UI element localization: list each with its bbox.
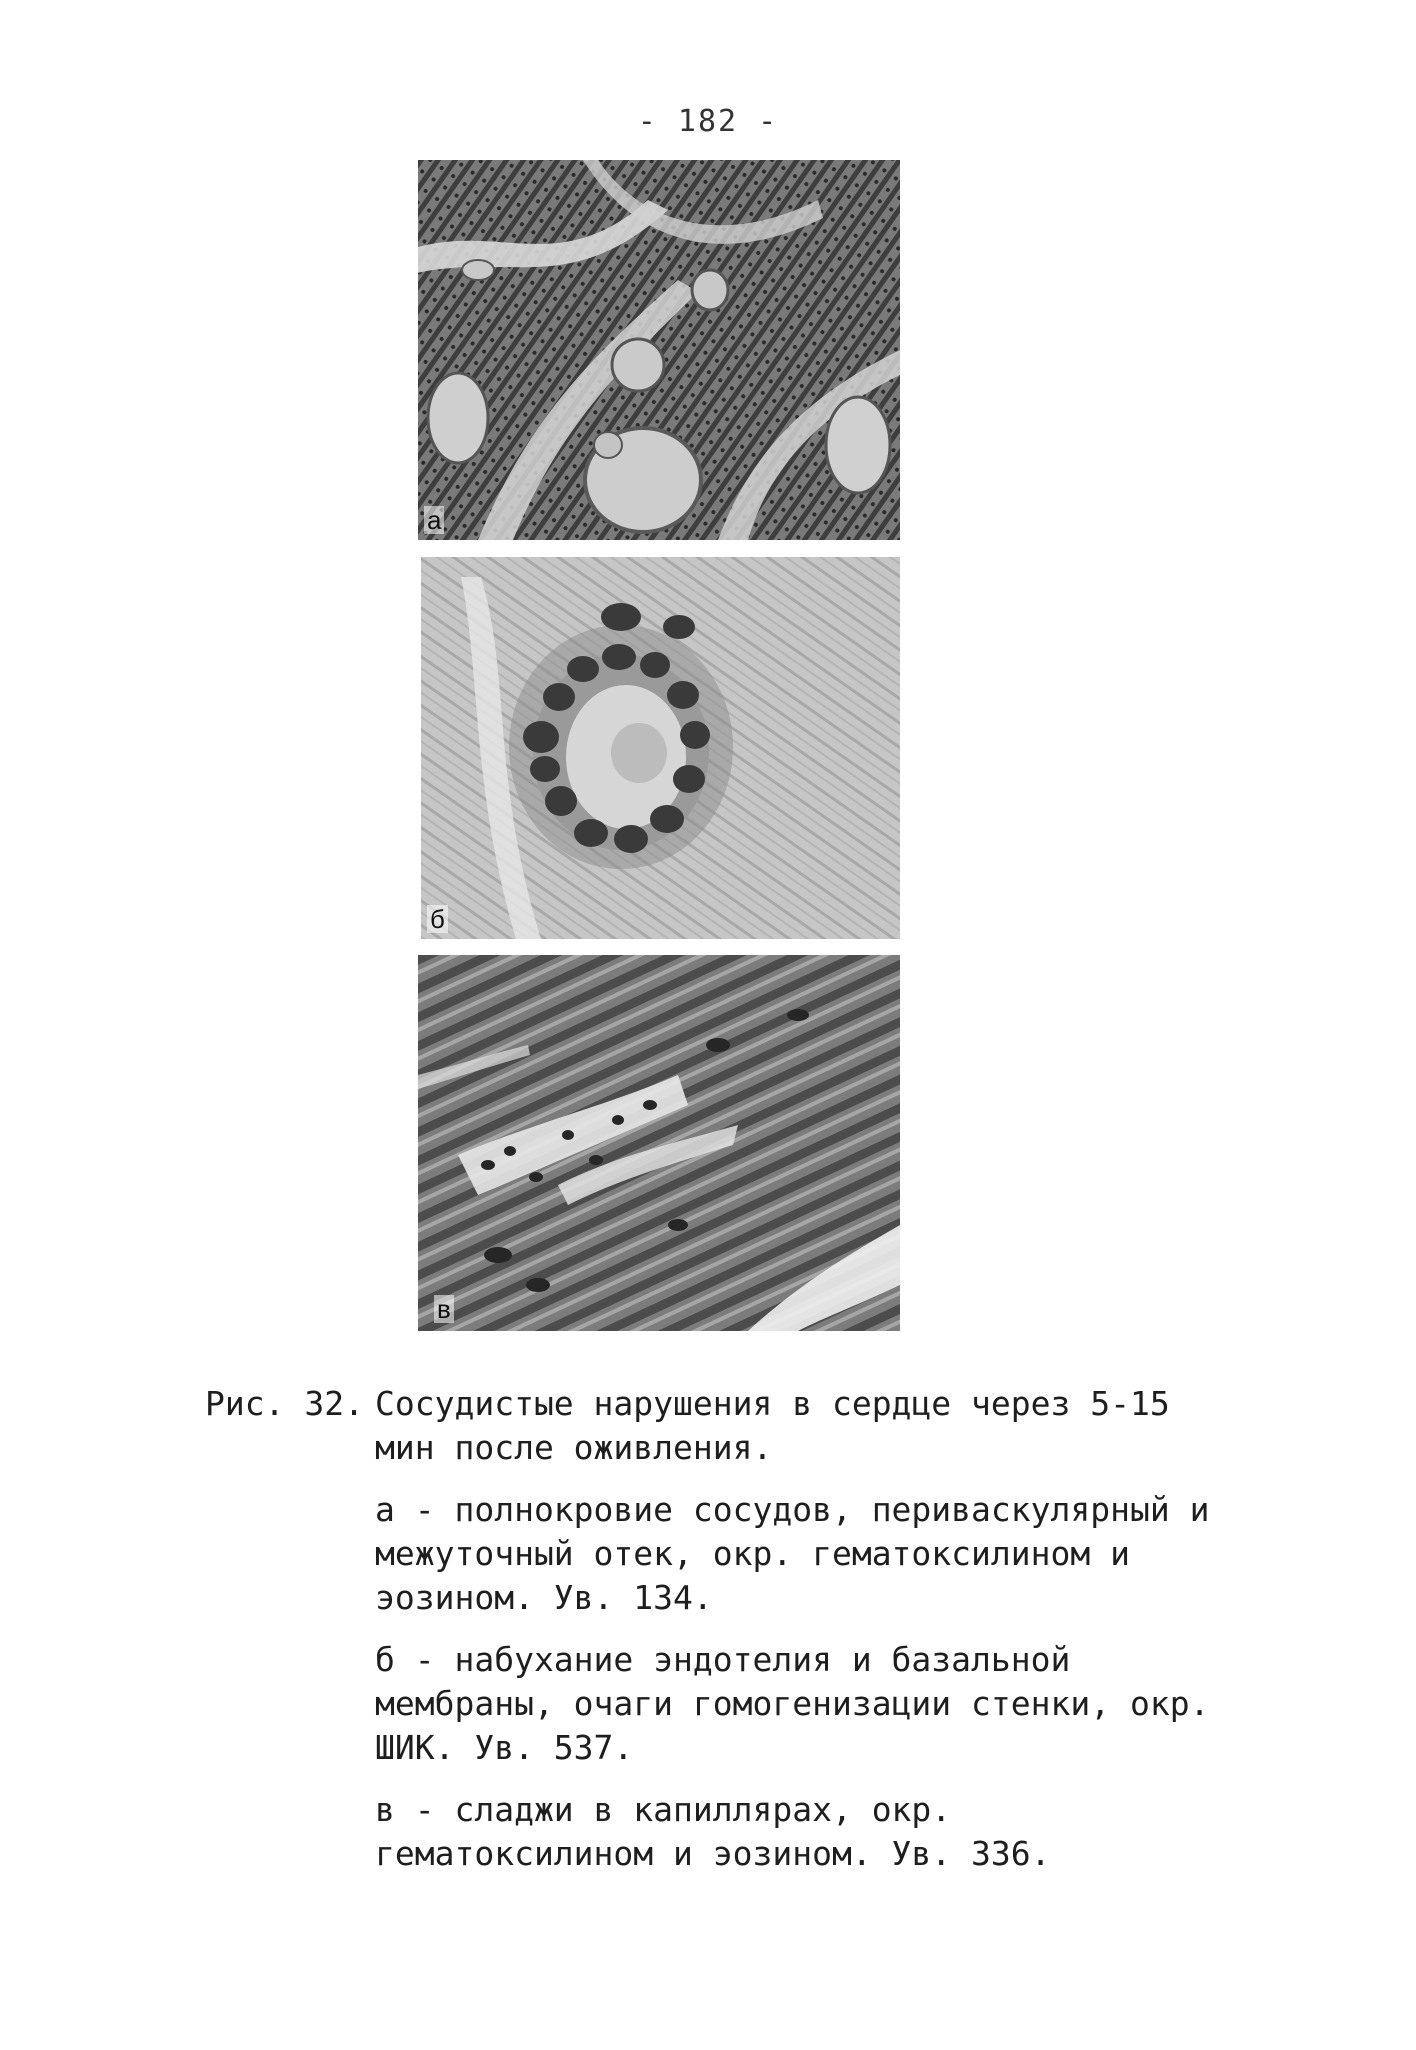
micrograph-image-b bbox=[421, 557, 900, 939]
caption-item-a: а - полнокровие сосудов, периваскулярный и межуточный отек, окр. гематоксилином и эозином. Ув. 134. bbox=[375, 1490, 1210, 1617]
page-number: - 182 - bbox=[637, 104, 779, 139]
panel-letter-c: в bbox=[434, 1295, 454, 1323]
caption-item-b: б - набухание эндотелия и базальной мембраны, очаги гомогенизации стенки, окр. ШИК. Ув. 537. bbox=[375, 1640, 1210, 1767]
micrograph-image-a bbox=[418, 160, 900, 540]
caption-item-c: в - сладжи в капиллярах, окр. гематоксилином и эозином. Ув. 336. bbox=[375, 1790, 1051, 1873]
micrograph-panel-b bbox=[421, 557, 900, 939]
micrograph-panel-c bbox=[418, 955, 900, 1331]
figure-caption bbox=[205, 1382, 1235, 1876]
panel-letter-b: б bbox=[427, 905, 448, 933]
panel-letter-a: а bbox=[424, 506, 444, 534]
micrograph-panel-a bbox=[418, 160, 900, 540]
caption-title: Сосудистые нарушения в сердце через 5-15 мин после оживления. bbox=[375, 1384, 1170, 1467]
micrograph-image-c bbox=[418, 955, 900, 1331]
figure-label: Рис. 32. bbox=[205, 1384, 364, 1423]
